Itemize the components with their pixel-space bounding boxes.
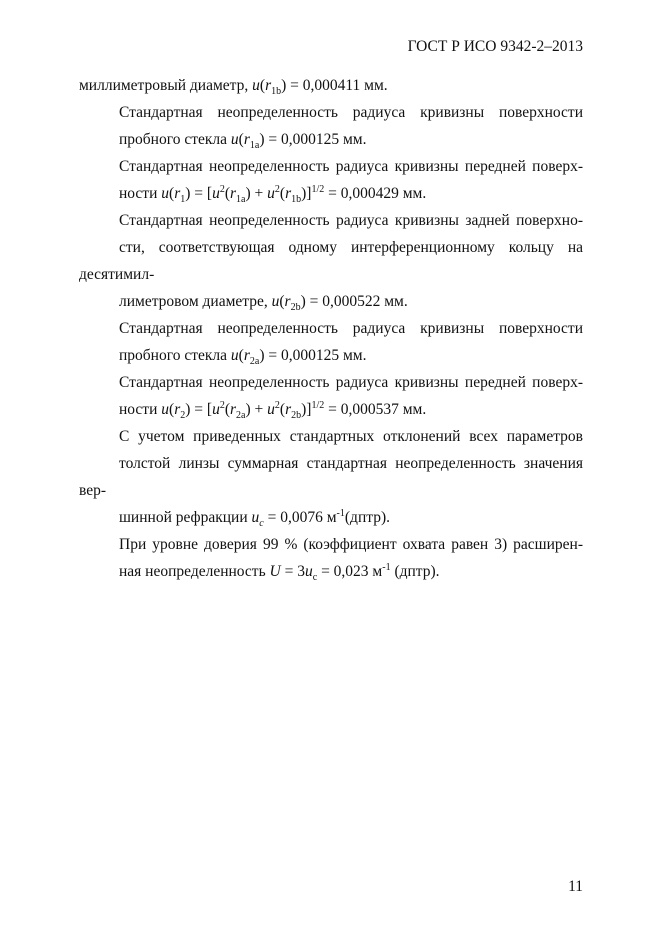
paragraph-8: При уровне доверия 99 % (коэффициент охвата равен 3) расширен- ная неопределенность $U = 3u_c = 0,023$ $м^{-1}$ (дптр). xyxy=(119,536,583,584)
paragraph-4: Стандартная неопределенность радиуса кривизны задней поверхно- сти, соответствующая одному интерференционному кольцу на десятимил- лиметровом диаметре, $u(r_{2b}) = 0,000522$ мм. xyxy=(79,212,583,314)
document-body xyxy=(79,72,583,585)
page-number: 11 xyxy=(568,878,583,895)
document-header: ГОСТ Р ИСО 9342-2–2013 xyxy=(407,38,583,55)
paragraph-2: Стандартная неопределенность радиуса кривизны поверхности пробного стекла $u(r_{1a}) = 0,000125$ мм. xyxy=(119,104,583,152)
paragraph-1-text: миллиметровый диаметр, $u(r_{1b}) = 0,000411$ мм. xyxy=(79,77,388,98)
paragraph-3: Стандартная неопределенность радиуса кривизны передней поверх- ности $u(r_1) = [u^2(r_{1a}) + u^2(r_{1b})]^{1/2} = 0,000429$ мм. xyxy=(119,158,583,206)
paragraph-7: С учетом приведенных стандартных отклонений всех параметров толстой линзы суммарная стандартная неопределенность значения вер- шинной рефракции $u_c = 0,0076$ $м^{-1}(дптр)$. xyxy=(79,428,583,530)
paragraph-1 xyxy=(79,72,583,99)
paragraph-6: Стандартная неопределенность радиуса кривизны передней поверх- ности $u(r_2) = [u^2(r_{2a}) + u^2(r_{2b})]^{1/2} = 0,000537$ мм. xyxy=(119,374,583,422)
paragraph-5: Стандартная неопределенность радиуса кривизны поверхности пробного стекла $u(r_{2a}) = 0,000125$ мм. xyxy=(119,320,583,368)
